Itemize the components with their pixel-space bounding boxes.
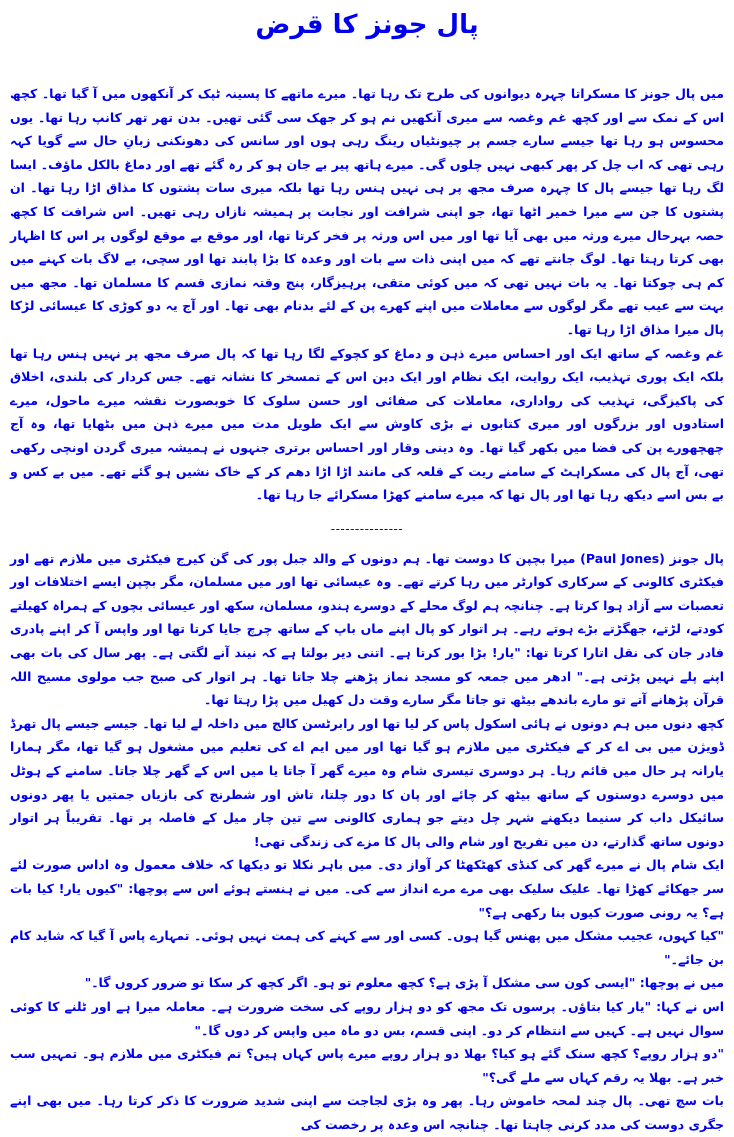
paragraph: میں نے پوچھا: "ایسی کون سی مشکل آ پڑی ہے؟ کچھ معلوم تو ہو۔ اگر کچھ کر سکا تو ضرور کروں گا۔" [84, 975, 724, 991]
paragraph: اس نے کہا: "یار کیا بتاؤں۔ پرسوں تک مجھ کو دو ہزار روپے کی سخت ضرورت ہے۔ معاملہ میرا ہے اور ٹلنے کا کوئی سوال نہیں ہے۔ کہیں سے انتظام کر دو۔ اپنی قسم، بس دو ماہ میں واپس کر دوں گا۔" [10, 998, 724, 1038]
paragraph: "کیا کہوں، عجیب مشکل میں پھنس گیا ہوں۔ کسی اور سے کہنے کی ہمت نہیں ہوئی۔ تمہارے پاس آ گیا کہ شاید کام بن جائے۔" [10, 928, 724, 967]
section-two [10, 547, 724, 1137]
paragraph: "دو ہزار روپے؟ کچھ سنک گئے ہو کیا؟ بھلا دو ہزار روپے میرے پاس کہاں ہیں؟ تم فیکٹری میں ملازم ہو۔ تمہیں سب خبر ہے۔ بھلا یہ رقم کہاں سے ملے گی؟" [10, 1046, 724, 1085]
section-divider: --------------- [330, 521, 404, 536]
section-one [10, 82, 724, 507]
paragraph: میں پال جونز کا مسکراتا چہرہ دیوانوں کی طرح تک رہا تھا۔ میرے ماتھے کا پسینہ ٹپک کر آنکھوں میں آ گیا تھا۔ کچھ اس کے نمک سے اور کچھ غم وغصہ سے میری آنکھیں نم ہو کر جھک سی گئی تھیں۔ بدن تھر تھر کانپ رہا تھا۔ یوں محسوس ہو رہا تھا جیسے سارے جسم پر چیونٹیاں رینگ رہی ہوں اور سانس کی دھونکنی زبانِ حال سے گویا کہہ رہی تھی کہ اب چل کر پھر کبھی نہیں چلوں گی۔ میرے ہاتھ پیر بے جان ہو کر رہ گئے تھے اور دماغ بالکل ماؤف۔ ایسا لگ رہا تھا جیسے پال کا چہرہ صرف مجھ پر ہی نہیں ہنس رہا تھا بلکہ میری سات پشتوں کا مذاق اڑا رہا تھا۔ ان پشتوں کا جن سے میرا خمیر اٹھا تھا، جو اپنی شرافت اور نجابت پر ہمیشہ نازاں رہی تھیں۔ اس شرافت کا کچھ حصہ بہرحال میرے ورثہ میں بھی آیا تھا اور میں اس ورثہ پر فخر کرتا تھا، اور موقع بے موقع لوگوں پر اس کا اظہار بھی کرتا رہتا تھا۔ لوگ جانتے تھے کہ میں اپنی ذات سے بات اور وعدہ کا بڑا پابند تھا اور سچی، بے لاگ بات کہنے میں کم ہی چوکتا تھا۔ یہ بات نہیں تھی کہ میں کوئی متقی، پرہیزگار، پنج وقتہ نمازی قسم کا مسلمان تھا۔ مجھ میں بہت سے عیب تھے مگر لوگوں سے معاملات میں اپنے کھرے پن کے لئے بدنام بھی تھا۔ اور آج یہ دو کوڑی کا عیسائی لڑکا پال میرا مذاق اڑا رہا تھا۔ [10, 86, 724, 337]
paragraph: بات سچ تھی۔ پال چند لمحہ خاموش رہا۔ پھر وہ بڑی لجاجت سے اپنی شدید ضرورت کا ذکر کرتا رہا۔ میں بھی اپنے جگری دوست کی مدد کرنی چاہتا تھا۔ چنانچہ اس وعدہ پر رخصت کی [10, 1093, 724, 1132]
paragraph: غم وغصہ کے ساتھ ایک اور احساس میرے ذہن و دماغ کو کچوکے لگا رہا تھا کہ پال صرف مجھ پر نہیں ہنس رہا تھا بلکہ ایک پوری تہذیب، ایک روایت، ایک نظام اور ایک دین اس کے تمسخر کا نشانہ تھے۔ جس کردار کی بلندی، اخلاق کی پاکیزگی، تہذیب کی رواداری، معاملات کی صفائی اور حسن سلوک کا خوبصورت نقشہ میرے ماحول، میرے استادوں اور بزرگوں اور میری کتابوں نے بڑی کاوش سے ایک طویل مدت میں میرے ذہن میں بٹھایا تھا، وہ آج چھچھورے پن کی فضا میں بکھر گیا تھا۔ وہ دینی وقار اور احساس برتری جنہوں نے ہمیشہ میری گردن اونچی رکھی تھی، آج پال کی مسکراہٹ کے سامنے ریت کے قلعہ کی مانند اڑا اڑا دھم کر کے خاک نشیں ہو گئے تھے۔ میں بے کس و بے بس اسے دیکھ رہا تھا اور پال تھا کہ میرے سامنے کھڑا مسکرائے جا رہا تھا۔ [10, 345, 724, 503]
paragraph: کچھ دنوں میں ہم دونوں نے ہائی اسکول پاس کر لیا تھا اور رابرٹسن کالج میں داخلہ لے لیا تھا۔ جیسے جیسے پال تھرڈ ڈویژن میں بی اے کر کے فیکٹری میں ملازم ہو گیا تھا اور میں ایم اے کی تعلیم میں مشغول ہو گیا تھا، مگر ہمارا یارانہ ہر حال میں قائم رہا۔ ہر دوسری تیسری شام وہ میرے گھر آ جاتا یا میں اس کے گھر چلا جاتا۔ سامنے کے ہوٹل میں دوسرے دوستوں کے ساتھ بیٹھ کر چائے اور پان کا دور چلتا، تاش اور شطرنج کی بازیاں جمتیں یا پھر دونوں سائیکل داب کر سنیما دیکھنے شہر چل دیتے جو ہماری کالونی سے تین چار میل کے فاصلہ پر تھا۔ تقریباً ہر اتوار دونوں ساتھ گذارتے، دن میں تفریح اور شام والی پال کا مزے کی زندگی تھی! [10, 715, 724, 849]
paragraph: پال جونز (Paul Jones) میرا بچپن کا دوست تھا۔ ہم دونوں کے والد جبل پور کی گن کیرج فیکٹری میں ملازم تھے اور فیکٹری کالونی کے سرکاری کوارٹر میں رہا کرتے تھے۔ وہ عیسائی تھا اور میں مسلمان، مگر بچپن ایسے اختلافات اور تعصبات سے آزاد ہوا کرتا ہے۔ چنانچہ ہم لوگ محلے کے دوسرے ہندو، مسلمان، سکھ اور عیسائی بچوں کے ہمراہ کھیلتے کودتے، لڑتے، جھگڑتے بڑے ہوتے رہے۔ ہر اتوار کو پال اپنے ماں باپ کے ساتھ چرچ جایا کرتا تھا اور واپس آ کر اپنے پادری فادر جان کی نقل اتارا کرتا تھا: "یار! بڑا بور کرتا ہے۔ اتنی دیر بولتا ہے کہ نیند آنے لگتی ہے۔ پھر سال کی بات بھی اپنے پلے نہیں پڑتی ہے۔" ادھر میں جمعہ کو مسجد نماز پڑھنے چلا جاتا تھا۔ ہر اتوار کی صبح جب مولوی مسیح اللہ قرآن پڑھانے آتے تو مارے باندھے بیٹھ تو جاتا مگر سارے وقت دل کھیل میں پڑا رہتا تھا۔ [10, 550, 724, 708]
paragraph: ایک شام پال نے میرے گھر کی کنڈی کھٹکھٹا کر آواز دی۔ میں باہر نکلا تو دیکھا کہ خلاف معمول وہ اداس صورت لئے سر جھکائے کھڑا تھا۔ علیک سلیک بھی مرے مرے انداز سے کی۔ میں نے ہنستے ہوئے اس سے پوچھا: "کیوں یار! کیا بات ہے؟ یہ رونی صورت کیوں بنا رکھی ہے؟" [10, 857, 724, 920]
page-title: پال جونز کا قرض [255, 10, 479, 40]
